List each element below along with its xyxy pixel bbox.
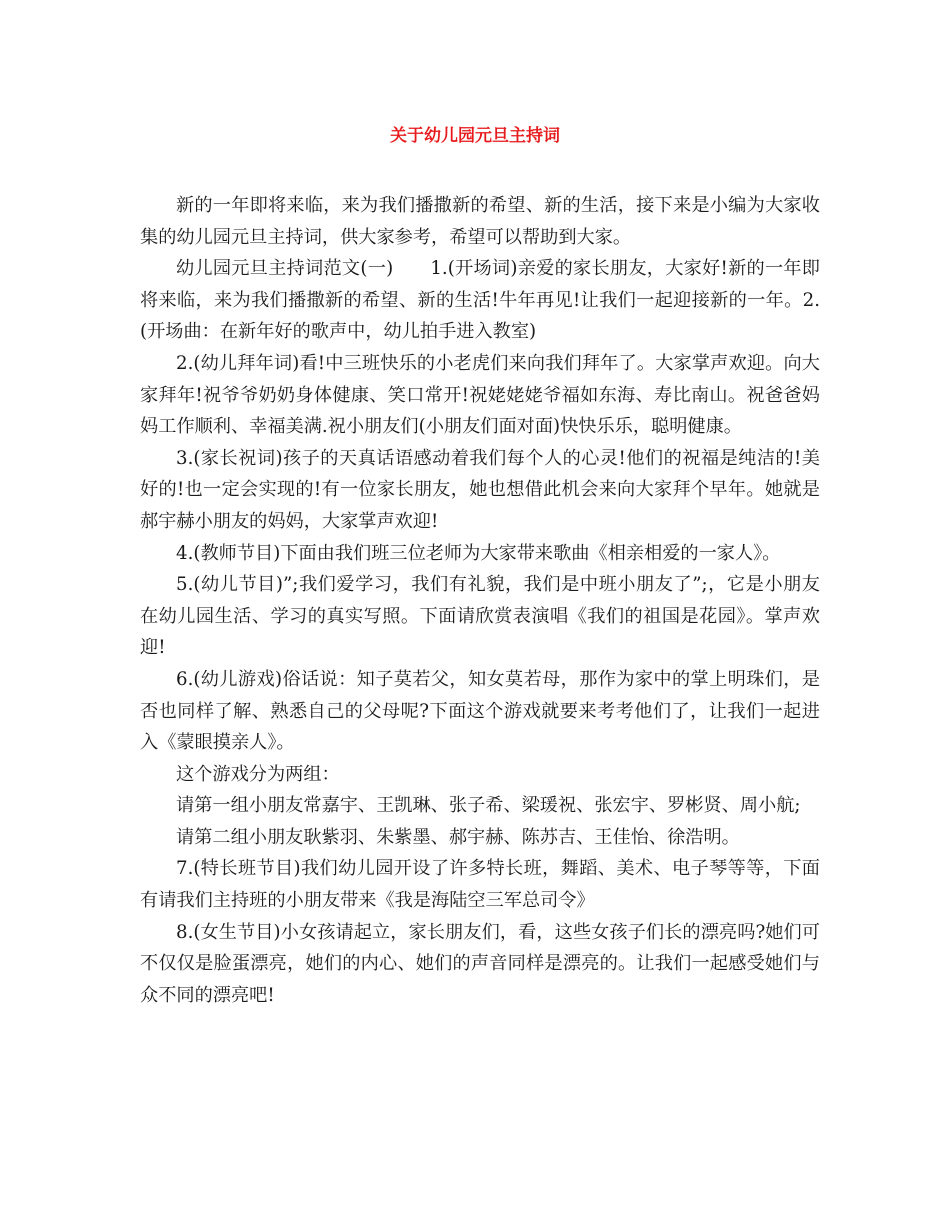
paragraph-game-groups: 这个游戏分为两组： <box>176 763 340 785</box>
document-body <box>140 190 820 1011</box>
paragraph-new-year-greeting: 2.(幼儿拜年词)看!中三班快乐的小老虎们来向我们拜年了。大家掌声欢迎。向大家拜年!祝爷爷奶奶身体健康、笑口常开!祝姥姥姥爷福如东海、寿比南山。祝爸爸妈妈工作顺利、幸福美满.祝小朋友们(小朋友们面对面)快快乐乐，聪明健康。 <box>140 352 820 438</box>
paragraph-example-heading: 幼儿园元旦主持词范文(一) 1.(开场词)亲爱的家长朋友，大家好!新的一年即将来临，来为我们播撒新的希望、新的生活!牛年再见!让我们一起迎接新的一年。2.(开场曲：在新年好的歌声中，幼儿拍手进入教室) <box>140 258 820 343</box>
paragraph-intro: 新的一年即将来临，来为我们播撒新的希望、新的生活，接下来是小编为大家收集的幼儿园元旦主持词，供大家参考，希望可以帮助到大家。 <box>140 195 820 248</box>
paragraph-parent-speech: 3.(家长祝词)孩子的天真话语感动着我们每个人的心灵!他们的祝福是纯洁的!美好的!也一定会实现的!有一位家长朋友，她也想借此机会来向大家拜个早年。她就是郝宇赫小朋友的妈妈，大家掌声欢迎! <box>140 447 820 532</box>
paragraph-girls-program: 8.(女生节目)小女孩请起立，家长朋友们，看，这些女孩子们长的漂亮吗?她们可不仅仅是脸蛋漂亮，她们的内心、她们的声音同样是漂亮的。让我们一起感受她们与众不同的漂亮吧! <box>140 921 820 1006</box>
paragraph-group-two: 请第二组小朋友耿紫羽、朱紫墨、郝宇赫、陈苏吉、王佳怡、徐浩明。 <box>176 826 740 848</box>
paragraph-children-program: 5.(幼儿节目)”;我们爱学习，我们有礼貌，我们是中班小朋友了”;，它是小朋友在幼儿园生活、学习的真实写照。下面请欣赏表演唱《我们的祖国是花园》。掌声欢迎! <box>140 574 820 659</box>
document-title: 关于幼儿园元旦主持词 <box>390 126 560 146</box>
paragraph-children-game: 6.(幼儿游戏)俗话说：知子莫若父，知女莫若母，那作为家中的掌上明珠们，是否也同样了解、熟悉自己的父母呢?下面这个游戏就要来考考他们了，让我们一起进入《蒙眼摸亲人》。 <box>140 668 820 754</box>
paragraph-special-class-program: 7.(特长班节目)我们幼儿园开设了许多特长班，舞蹈、美术、电子琴等等，下面有请我们主持班的小朋友带来《我是海陆空三军总司令》 <box>140 858 820 912</box>
paragraph-teacher-program: 4.(教师节目)下面由我们班三位老师为大家带来歌曲《相亲相爱的一家人》。 <box>176 542 781 564</box>
paragraph-group-one: 请第一组小朋友常嘉宇、王凯琳、张子希、梁瑗祝、张宏宇、罗彬贤、周小航; <box>176 795 801 817</box>
